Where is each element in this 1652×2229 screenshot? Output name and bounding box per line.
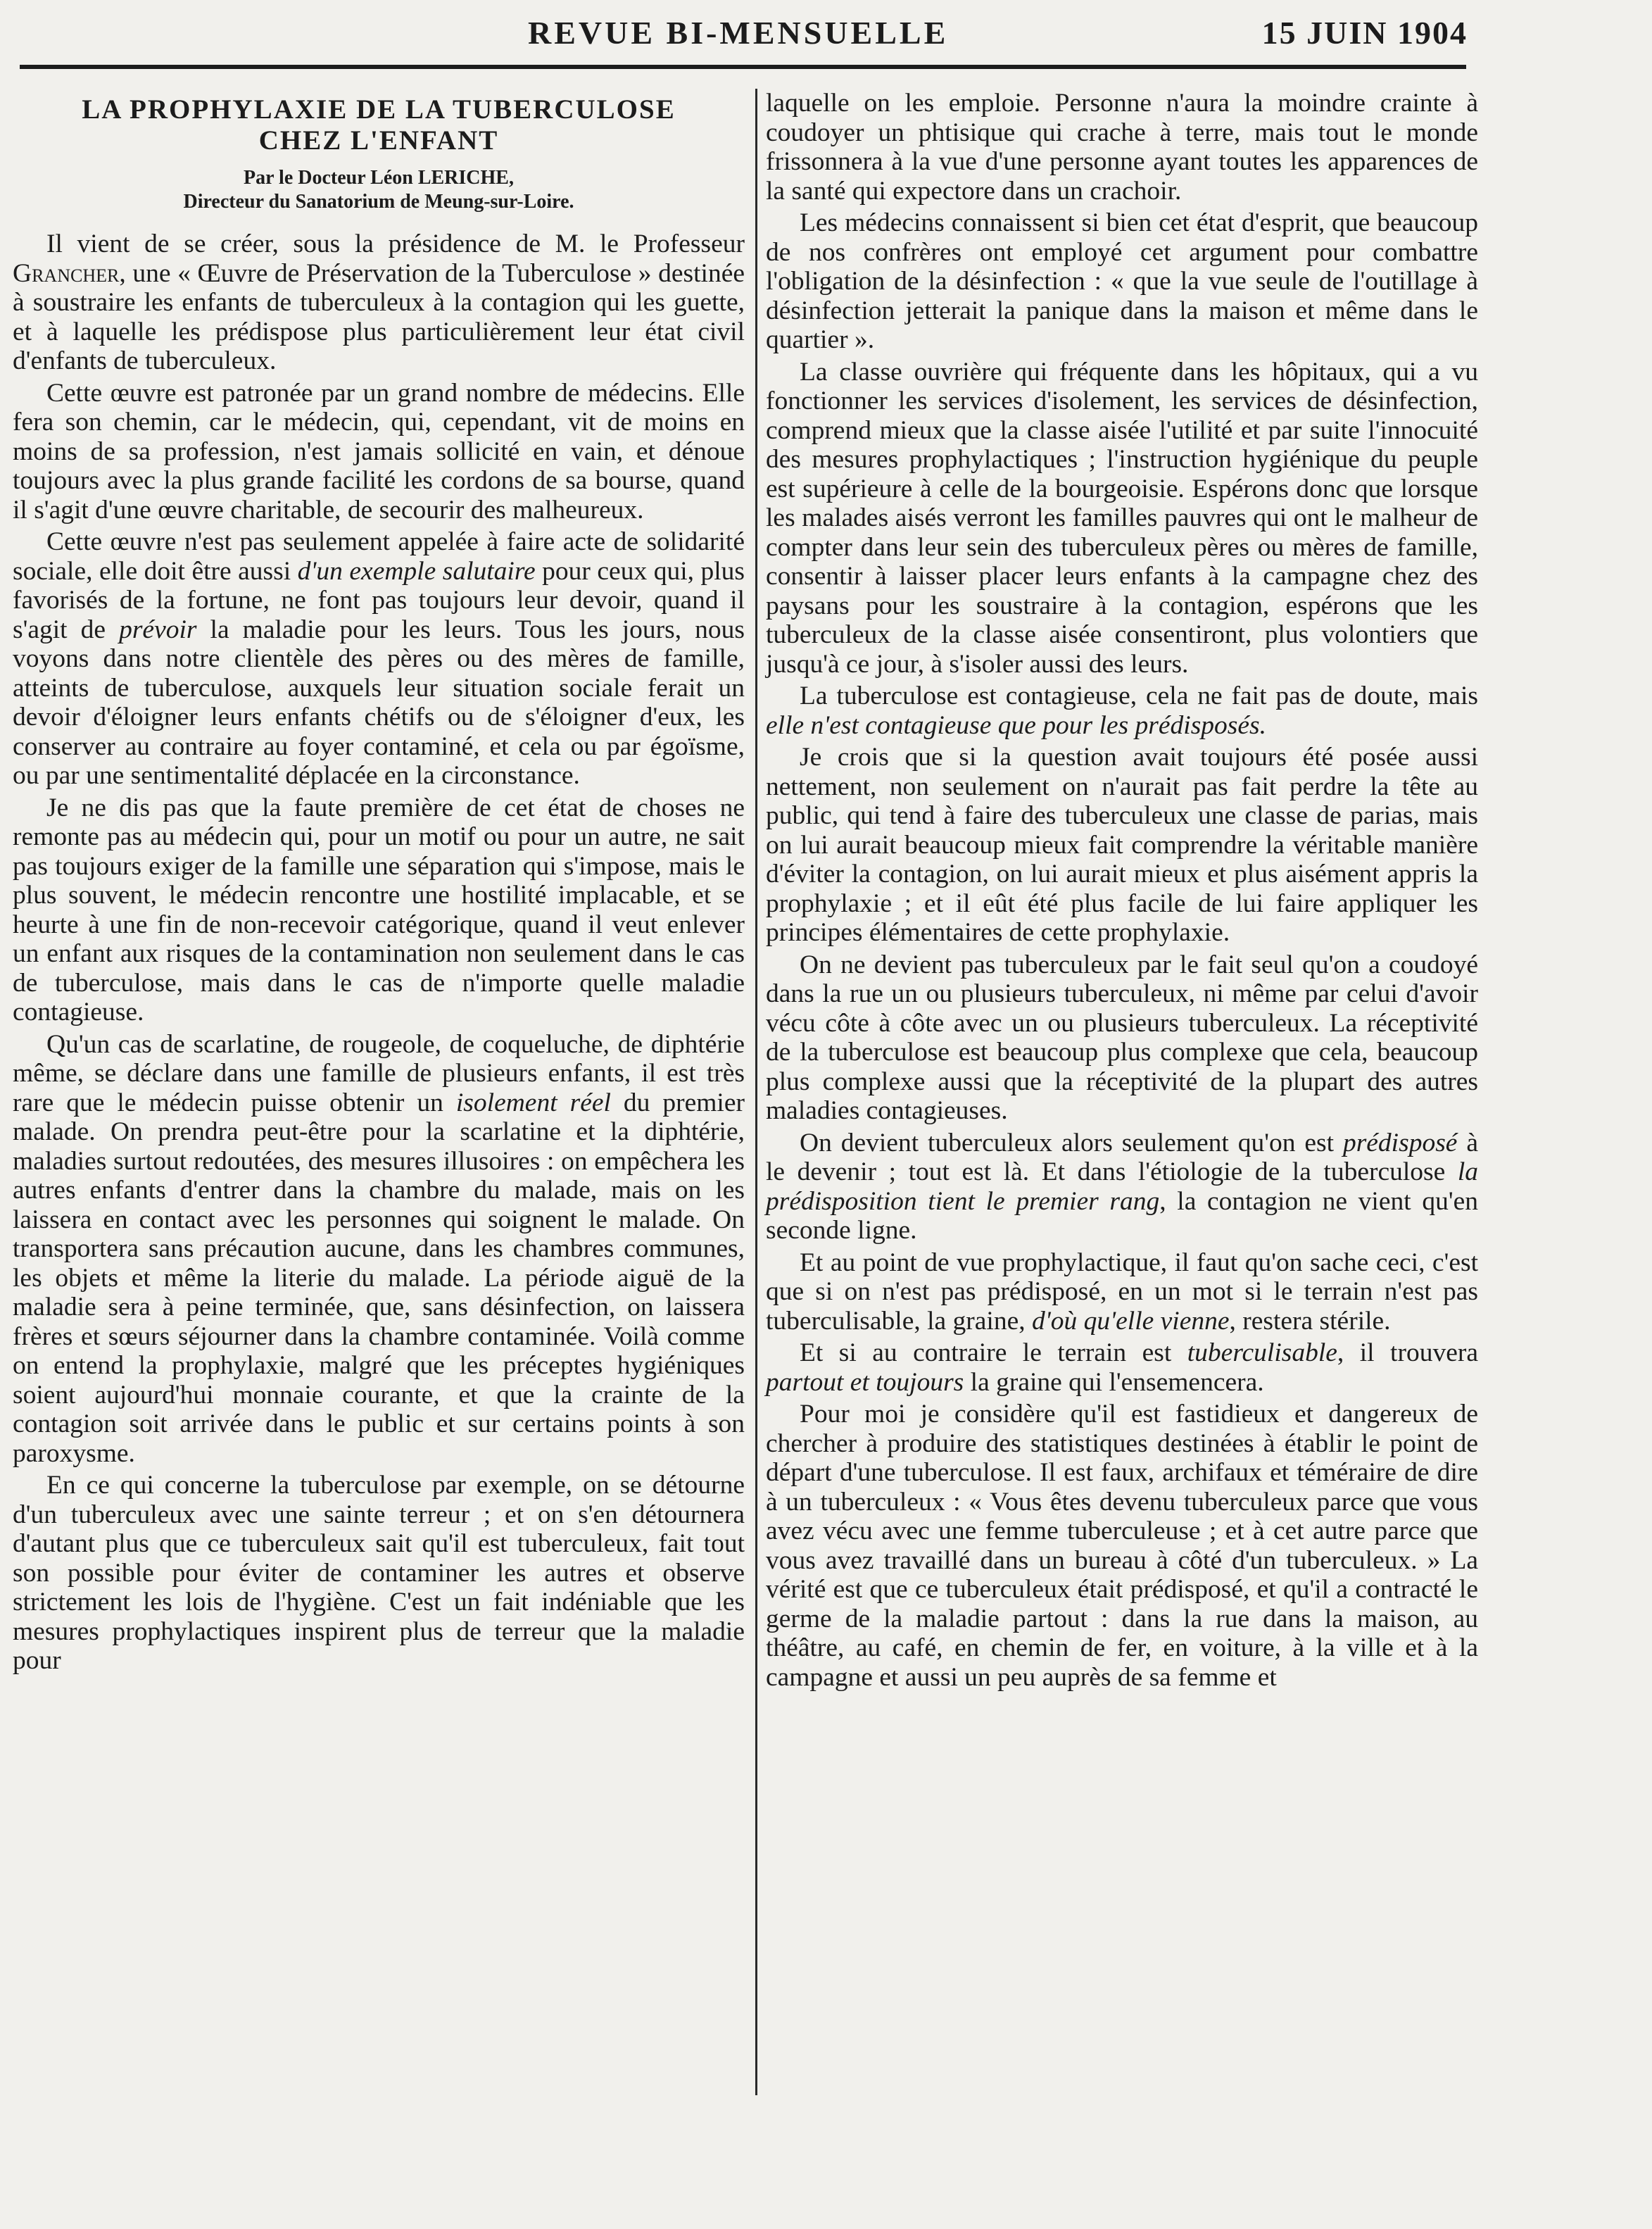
text-run: , restera stérile. <box>1229 1306 1391 1336</box>
italic-text: isolement réel <box>455 1088 611 1117</box>
paragraph <box>13 1030 745 1469</box>
column-divider <box>755 89 757 2095</box>
italic-text: tuberculisable <box>1187 1338 1337 1367</box>
paragraph <box>13 230 745 376</box>
text-run: la graine qui l'ensemencera. <box>964 1367 1264 1397</box>
right-column <box>766 89 1478 1695</box>
text-run: la maladie pour les leurs. Tous les jours, nous voyons dans notre clientèle des pères ou des mères de famille, atteints de tuberculose, auxquels leur situation sociale ferait un devoir d'éloigner leurs enfants chétifs ou de s'éloigner d'eux, les conserver au contraire au foyer contaminé, et cela ou par égoïsme, ou par une sentimentalité déplacée en la circonstance. <box>13 615 745 790</box>
paragraph <box>13 527 745 791</box>
article-title-line-2: CHEZ L'ENFANT <box>258 125 499 156</box>
italic-text: d'où qu'elle vienne <box>1031 1306 1230 1336</box>
paragraph: Les médecins connaissent si bien cet état d'esprit, que beaucoup de nos confrères ont employé cet argument pour combattre l'obligation de la désinfection : « que la vue seule de l'outillage à désinfection jetterait la panique dans la maison et même dans le quartier ». <box>766 208 1478 354</box>
text-run: , une « Œuvre de Préservation de la Tuberculose » destinée à soustraire les enfants de tuberculeux à la contagion qui les guette, et à laquelle les prédispose plus particulièrement leur état civil d'enfants de tuberculeux. <box>13 258 745 375</box>
paragraph: Cette œuvre est patronée par un grand nombre de médecins. Elle fera son chemin, car le médecin, qui, cependant, vit de moins en moins de sa profession, n'est jamais sollicité en vain, et dénoue toujours avec la plus grande facilité les cordons de sa bourse, quand il s'agit d'une œuvre charitable, de secourir des malheureux. <box>13 378 745 525</box>
paragraph <box>766 682 1478 740</box>
italic-text: prédisposé <box>1342 1128 1458 1157</box>
italic-text: partout et toujours <box>766 1367 964 1397</box>
paragraph: La classe ouvrière qui fréquente dans les hôpitaux, qui a vu fonctionner les services d'isolement, les services de désinfection, comprend mieux que la classe aisée l'utilité et par suite l'innocuité des mesures prophylactiques ; l'instruction hygiénique du peuple est supérieure à celle de la bourgeoisie. Espérons donc que lorsque les malades aisés verront les familles pauvres qui ont le malheur de compter dans leur sein des tuberculeux pères ou mères de famille, consentir à laisser placer leurs enfants à la campagne chez des paysans pour les soustraire à la contagion, espérons que les tuberculeux de la classe aisée consentiront, plus volontiers que jusqu'à ce jour, à s'isoler aussi des leurs. <box>766 357 1478 679</box>
text-run: pour ceux qui, plus favorisés de la fortune, ne font pas toujours leur devoir, quand il s'agit de <box>13 556 745 644</box>
journal-title: REVUE BI-MENSUELLE <box>528 15 949 51</box>
text-run: Qu'un cas de scarlatine, de rougeole, de coqueluche, de diphtérie même, se déclare dans une famille de plusieurs enfants, il est très rare que le médecin puisse obtenir un <box>13 1029 745 1117</box>
text-run: On devient tuberculeux alors seulement qu'on est <box>800 1128 1343 1157</box>
paragraph <box>766 1129 1478 1245</box>
text-run: à le devenir ; tout est là. Et dans l'étiologie de la tuberculose <box>766 1128 1478 1186</box>
text-run: du premier malade. On prendra peut-être pour la scarlatine et la diphtérie, maladies surtout redoutées, des mesures illusoires : on empêchera les autres enfants d'entrer dans la chambre du malade, mais on les laissera en contact avec les personnes qui soignent le malade. On transportera sans précaution aucune, dans les chambres communes, les objets et même la literie du malade. La période aiguë de la maladie sera à peine terminée, que, sans désinfection, on laissera frères et sœurs séjourner dans la chambre contaminée. Voilà comme on entend la prophylaxie, malgré que les préceptes hygiéniques soient aujourd'hui monnaie courante, et que la crainte de la contagion soit arrivée dans le public et sur certains points à son paroxysme. <box>13 1088 745 1468</box>
article-title-line-1: LA PROPHYLAXIE DE LA TUBERCULOSE <box>82 94 676 125</box>
paragraph: Je ne dis pas que la faute première de cet état de choses ne remonte pas au médecin qui, pour un motif ou pour un autre, ne sait pas toujours exiger de la famille une séparation qui s'impose, mais le plus souvent, le médecin rencontre une hostilité implacable, et se heurte à une fin de non-recevoir catégorique, quand il veut enlever un enfant aux risques de la contamination non seulement dans le cas de tuberculose, mais dans le cas de n'importe quelle maladie contagieuse. <box>13 793 745 1026</box>
paragraph <box>766 1248 1478 1336</box>
author-role: Directeur du Sanatorium de Meung-sur-Loire. <box>183 191 574 213</box>
text-run: , la contagion ne vient qu'en seconde ligne. <box>766 1186 1478 1245</box>
italic-text: d'un exemple salutaire <box>297 556 536 586</box>
left-column <box>13 92 745 1678</box>
byline: Par le Docteur Léon LERICHE, <box>244 167 514 189</box>
issue-date: 15 JUIN 1904 <box>1261 15 1468 51</box>
italic-text: la prédisposition tient le premier rang <box>766 1157 1478 1216</box>
header-rule <box>20 65 1466 69</box>
paragraph: Je crois que si la question avait toujours été posée aussi nettement, non seulement on n'aurait pas fait perdre la tête au public, qui tend à faire des tuberculeux une classe de parias, mais on lui aurait beaucoup mieux fait comprendre la véritable manière d'éviter la contagion, on lui aurait mieux et plus aisément appris la prophylaxie ; et il eût été plus facile de lui faire appliquer les principes élémentaires de cette prophylaxie. <box>766 743 1478 947</box>
paragraph: laquelle on les emploie. Personne n'aura la moindre crainte à coudoyer un phtisique qui crache à terre, mais tout le monde frissonnera à la vue d'une personne ayant toutes les apparences de la santé qui expectore dans un crachoir. <box>766 89 1478 206</box>
italic-text: prévoir <box>119 615 197 644</box>
paragraph: Pour moi je considère qu'il est fastidieux et dangereux de chercher à produire des statistiques destinées à établir le point de départ d'une tuberculose. Il est faux, archifaux et téméraire de dire à un tuberculeux : « Vous êtes devenu tuberculeux parce que vous avez vécu avec une femme tuberculeuse ; et à cet autre parce que vous avez travaillé dans un bureau à côté d'un tuberculeux. » La vérité est que ce tuberculeux était prédisposé, et qu'il a contracté le germe de la maladie partout : dans la rue dans la maison, au théâtre, au café, en chemin de fer, en voiture, à la ville et à la campagne et aussi un peu auprès de sa femme et <box>766 1400 1478 1692</box>
text-run: Il vient de se créer, sous la présidence de M. le Professeur <box>46 230 745 258</box>
text-run: Et si au contraire le terrain est <box>800 1338 1187 1367</box>
text-run: La tuberculose est contagieuse, cela ne fait pas de doute, mais <box>800 682 1478 710</box>
text-run: Cette œuvre n'est pas seulement appelée à faire acte de solidarité sociale, elle doit être aussi <box>13 527 745 586</box>
paragraph: En ce qui concerne la tuberculose par exemple, on se détourne d'un tuberculeux avec une sainte terreur ; et on s'en détournera d'autant plus que ce tuberculeux sait qu'il est tuberculeux, fait tout son possible pour éviter de contaminer les autres et observe strictement les lois de l'hygiène. C'est un fait indéniable que les mesures prophylactiques inspirent plus de terreur que la maladie pour <box>13 1471 745 1675</box>
article-title <box>13 94 745 156</box>
text-run: , il trouvera <box>1337 1338 1478 1367</box>
person-name: Grancher <box>13 258 120 288</box>
paragraph: On ne devient pas tuberculeux par le fait seul qu'on a coudoyé dans la rue un ou plusieurs tuberculeux, ni même par celui d'avoir vécu côte à côte avec un ou plusieurs tuberculeux. La réceptivité de la tuberculose est beaucoup plus complexe que cela, beaucoup plus complexe aussi que la réceptivité de la plupart des autres maladies contagieuses. <box>766 950 1478 1125</box>
italic-text: elle n'est contagieuse que pour les prédisposés. <box>766 710 1267 740</box>
running-header <box>0 10 1652 59</box>
paragraph <box>766 1338 1478 1397</box>
text-run: Et au point de vue prophylactique, il faut qu'on sache ceci, c'est que si on n'est pas prédisposé, en un mot si le terrain n'est pas tuberculisable, la graine, <box>766 1248 1478 1336</box>
